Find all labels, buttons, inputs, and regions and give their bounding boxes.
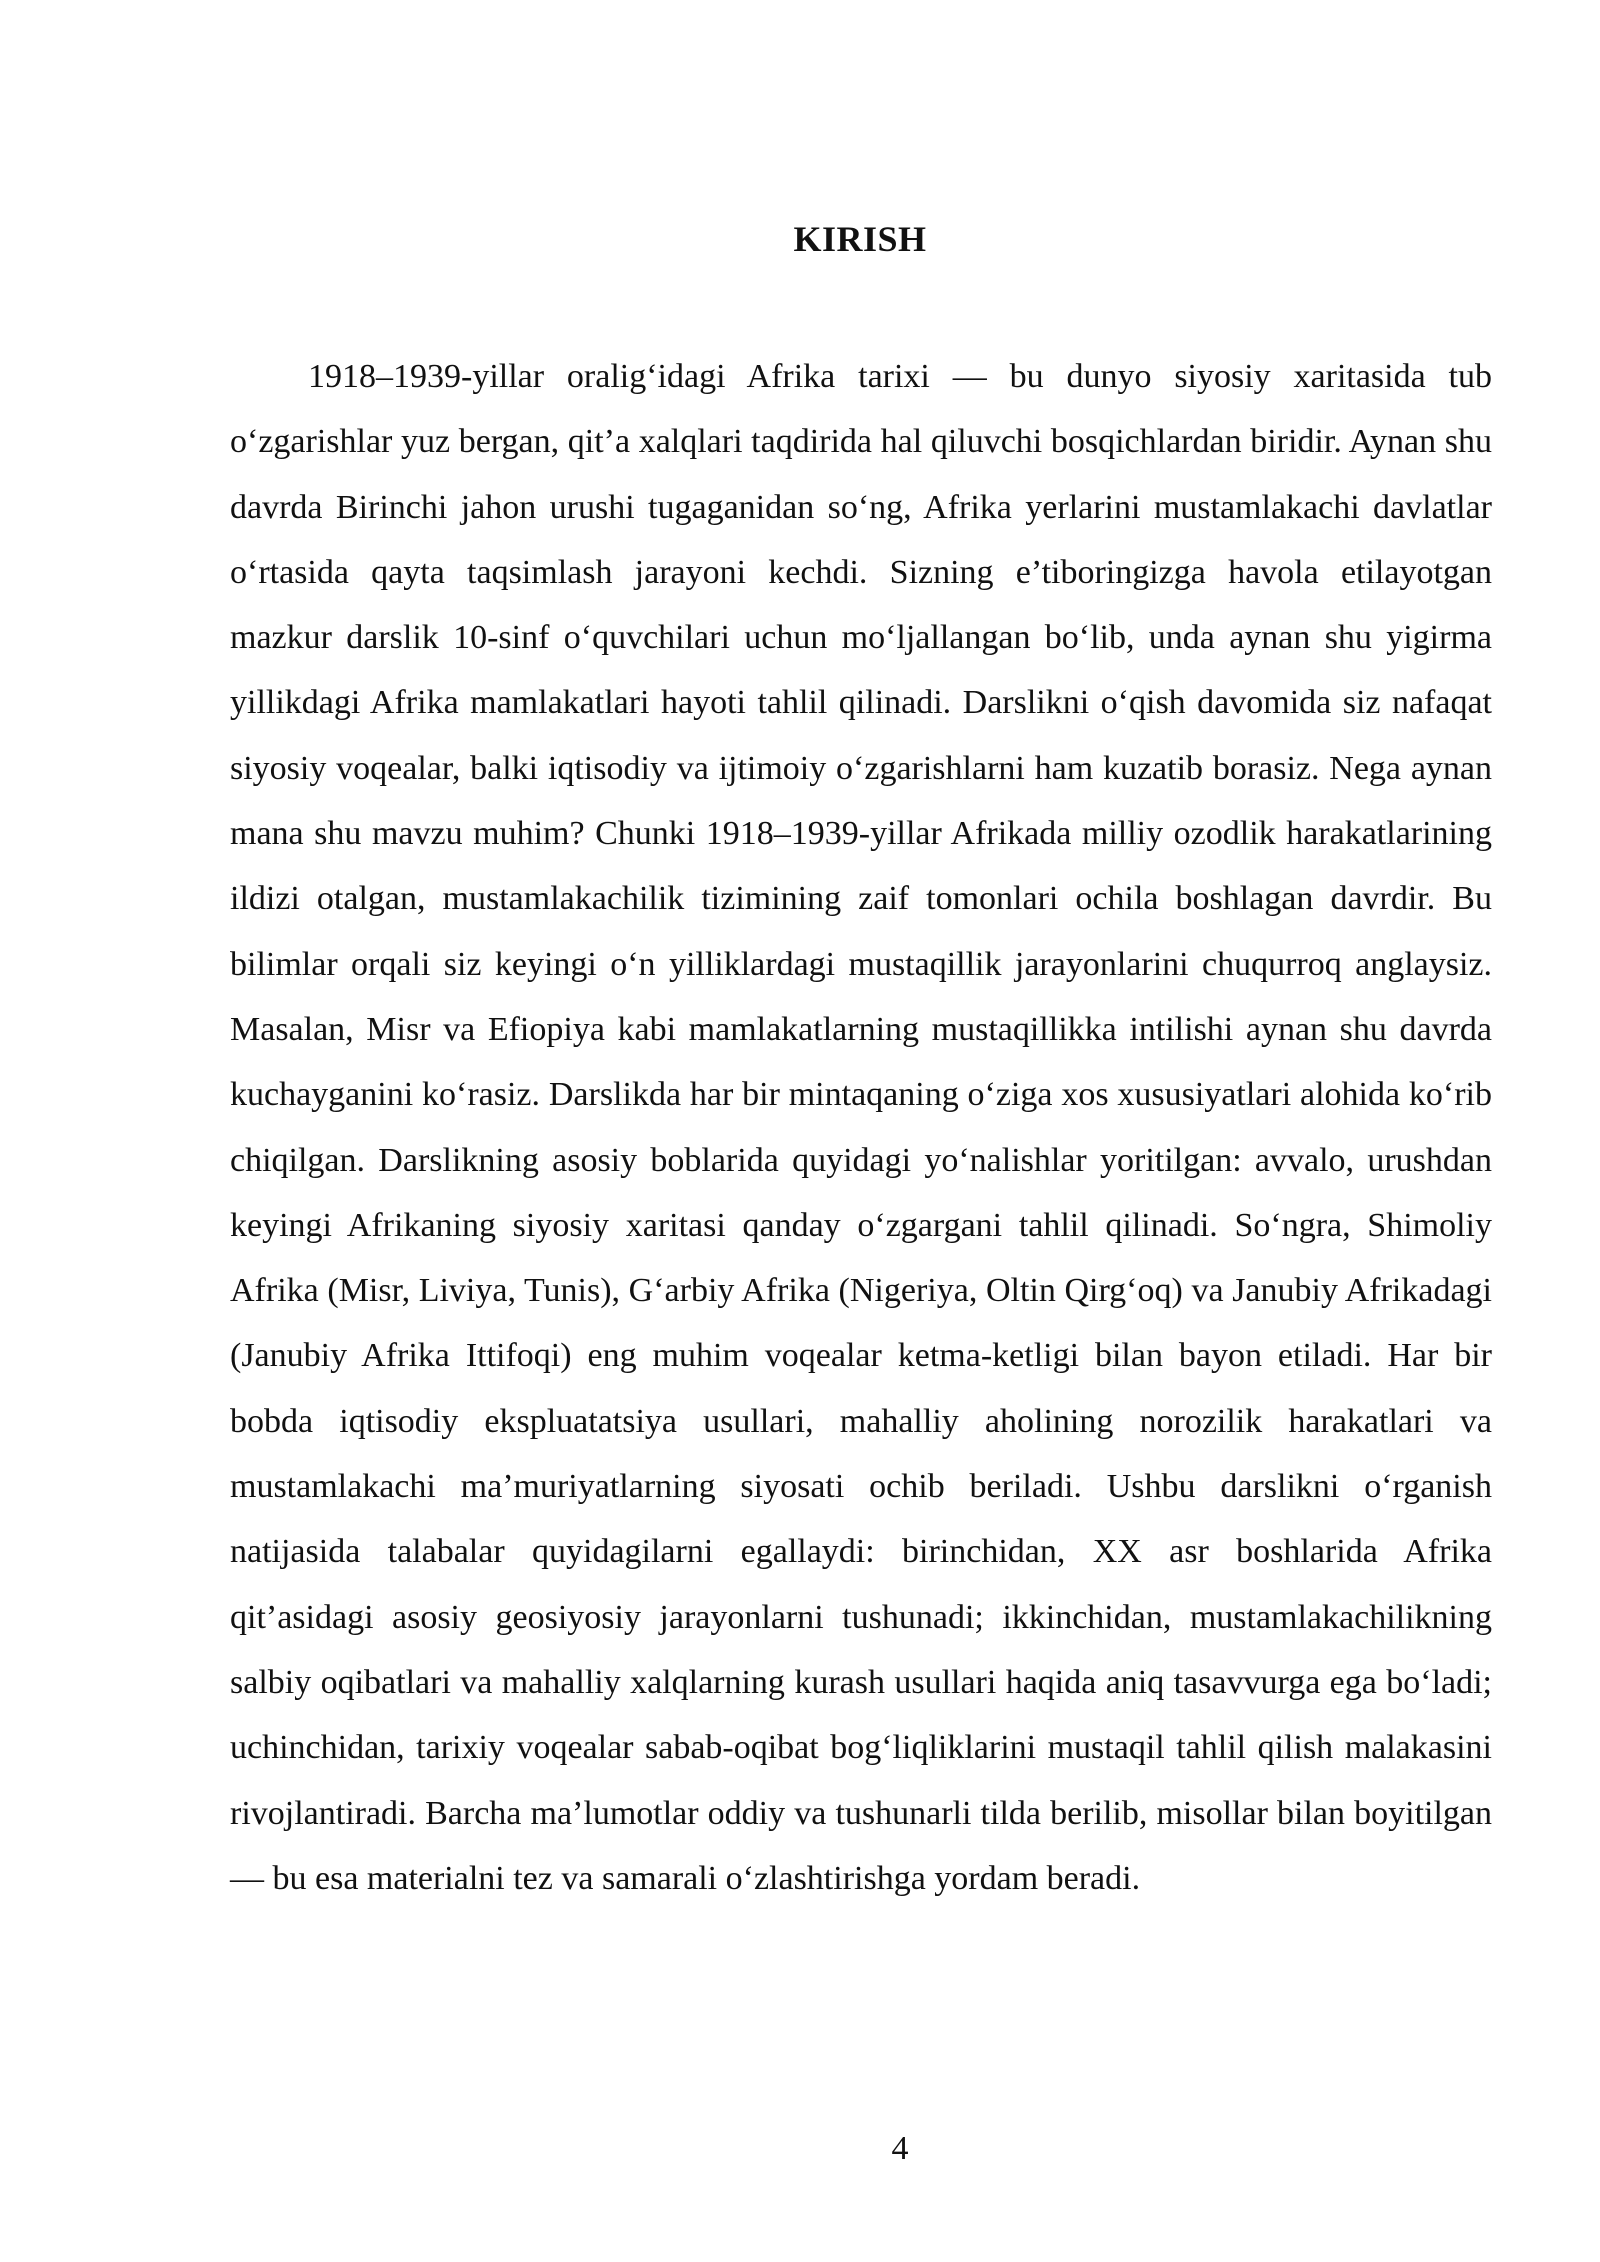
body-paragraph: 1918–1939-yillar oralig‘idagi Afrika tarixi — bu dunyo siyosiy xaritasida tub o‘zgarishlar yuz bergan, qit’a xalqlari taqdirida hal qiluvchi bosqichlardan biridir. Aynan shu davrda Birinchi jahon urushi tugaganidan so‘ng, Afrika yerlarini mustamlakachi davlatlar o‘rtasida qayta taqsimlash jarayoni kechdi. Sizning e’tiboringizga havola etilayotgan mazkur darslik 10-sinf o‘quvchilari uchun mo‘ljallangan bo‘lib, unda aynan shu yigirma yillikdagi Afrika mamlakatlari hayoti tahlil qilinadi. Darslikni o‘qish davomida siz nafaqat siyosiy voqealar, balki iqtisodiy va ijtimoiy o‘zgarishlarni ham kuzatib borasiz. Nega aynan mana shu mavzu muhim? Chunki 1918–1939-yillar Afrikada milliy ozodlik harakatlarining ildizi otalgan, mustamlakachilik tizimining zaif tomonlari ochila boshlagan davrdir. Bu bilimlar orqali siz keyingi o‘n yilliklardagi mustaqillik jarayonlarini chuqurroq anglaysiz. Masalan, Misr va Efiopiya kabi mamlakatlarning mustaqillikka intilishi aynan shu davrda kuchayganini ko‘rasiz. Darslikda har bir mintaqaning o‘ziga xos xususiyatlari alohida ko‘rib chiqilgan. Darslikning asosiy boblarida quyidagi yo‘nalishlar yoritilgan: avvalo, urushdan keyingi Afrikaning siyosiy xaritasi qanday o‘zgargani tahlil qilinadi. So‘ngra, Shimoliy Afrika (Misr, Liviya, Tunis), G‘arbiy Afrika (Nigeriya, Oltin Qirg‘oq) va Janubiy Afrikadagi (Janubiy Afrika Ittifoqi) eng muhim voqealar ketma-ketligi bilan bayon etiladi. Har bir bobda iqtisodiy ekspluatatsiya usullari, mahalliy aholining norozilik harakatlari va mustamlakachi ma’muriyatlarning siyosati ochib beriladi. Ushbu darslikni o‘rganish natijasida talabalar quyidagilarni egallaydi: birinchidan, XX asr boshlarida Afrika qit’asidagi asosiy geosiyosiy jarayonlarni tushunadi; ikkinchidan, mustamlakachilikning salbiy oqibatlari va mahalliy xalqlarning kurash usullari haqida aniq tasavvurga ega bo‘ladi; uchinchidan, tarixiy voqealar sabab-oqibat bog‘liqliklarini mustaqil tahlil qilish malakasini rivojlantiradi. Barcha ma’lumotlar oddiy va tushunarli tilda berilib, misollar bilan boyitilgan — bu esa materialni tez va samarali o‘zlashtirishga yordam beradi. (230, 358, 1492, 1897)
page-number: 4 (891, 2130, 909, 2167)
page-title: KIRISH (793, 219, 927, 259)
